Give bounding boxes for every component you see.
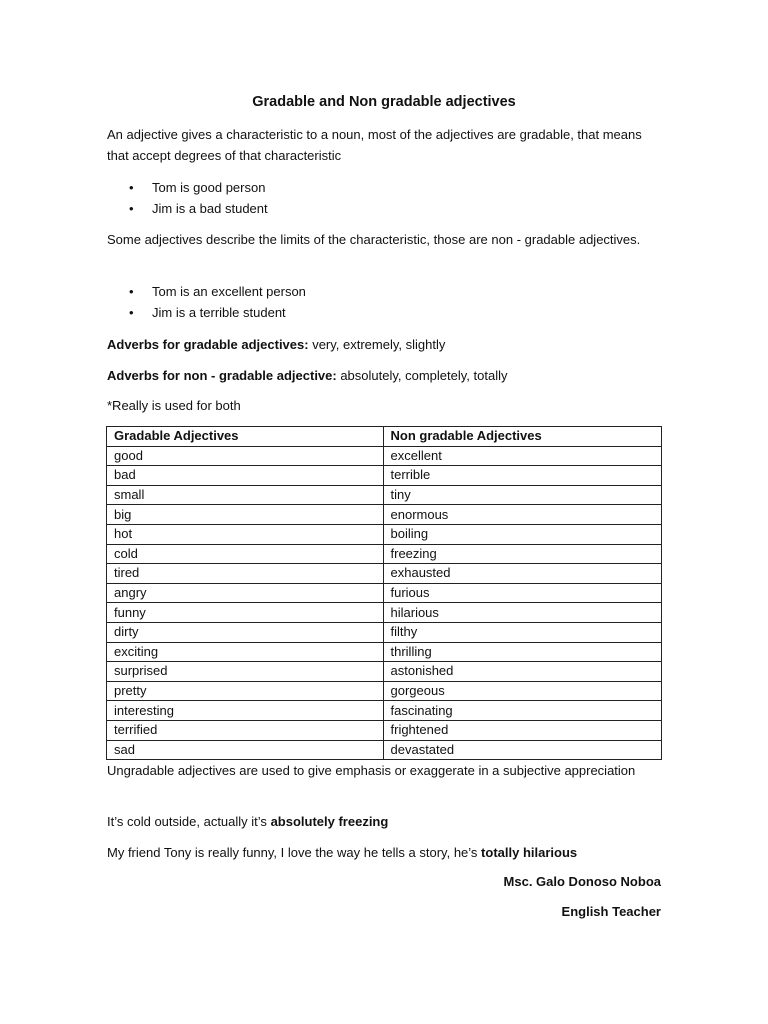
non-gradable-cell: hilarious: [383, 603, 662, 623]
gradable-cell: funny: [107, 603, 384, 623]
gradable-cell: hot: [107, 524, 384, 544]
non-gradable-cell: freezing: [383, 544, 662, 564]
gradable-cell: cold: [107, 544, 384, 564]
example-freezing-text: It’s cold outside, actually it’s: [107, 814, 271, 829]
non-gradable-cell: tiny: [383, 485, 662, 505]
gradable-cell: angry: [107, 583, 384, 603]
table-header-row: [107, 427, 662, 447]
non-gradable-cell: enormous: [383, 505, 662, 525]
adverbs-gradable-values: very, extremely, slightly: [308, 337, 446, 352]
table-row: [107, 701, 662, 721]
gradable-cell: tired: [107, 564, 384, 584]
table-row: [107, 446, 662, 466]
table-row: [107, 564, 662, 584]
example-freezing: [107, 811, 647, 832]
gradable-cell: interesting: [107, 701, 384, 721]
author-name: Msc. Galo Donoso Noboa: [503, 874, 661, 889]
gradable-cell: surprised: [107, 662, 384, 682]
list-item: • Jim is a bad student: [107, 198, 268, 219]
non-gradable-cell: exhausted: [383, 564, 662, 584]
non-gradable-cell: astonished: [383, 662, 662, 682]
non-gradable-cell: frightened: [383, 720, 662, 740]
table-row: [107, 720, 662, 740]
ungradable-note: Ungradable adjectives are used to give emphasis or exaggerate in a subjective appreciation: [107, 763, 636, 778]
non-gradable-cell: boiling: [383, 524, 662, 544]
table-row: [107, 681, 662, 701]
example-hilarious: [107, 842, 667, 863]
really-note: *Really is used for both: [107, 398, 241, 413]
non-gradable-cell: filthy: [383, 622, 662, 642]
non-gradable-cell: thrilling: [383, 642, 662, 662]
non-gradable-examples-list: [107, 281, 306, 323]
gradable-cell: small: [107, 485, 384, 505]
table-row: [107, 505, 662, 525]
gradable-cell: pretty: [107, 681, 384, 701]
adverbs-non-gradable-values: absolutely, completely, totally: [336, 368, 508, 383]
non-gradable-cell: terrible: [383, 466, 662, 486]
adverbs-non-gradable-line: [107, 365, 647, 386]
list-item: • Tom is good person: [107, 177, 268, 198]
gradable-cell: exciting: [107, 642, 384, 662]
example-hilarious-text: My friend Tony is really funny, I love the way he tells a story, he’s: [107, 845, 482, 860]
list-item: • Jim is a terrible student: [107, 302, 306, 323]
gradable-cell: terrified: [107, 720, 384, 740]
non-gradable-cell: fascinating: [383, 701, 662, 721]
gradable-cell: bad: [107, 466, 384, 486]
adverbs-non-gradable-label: Adverbs for non - gradable adjective:: [107, 368, 337, 383]
table-row: [107, 485, 662, 505]
example-freezing-bold: absolutely freezing: [270, 814, 389, 829]
gradable-cell: dirty: [107, 622, 384, 642]
table-row: [107, 524, 662, 544]
author-role: English Teacher: [561, 904, 661, 919]
gradable-cell: good: [107, 446, 384, 466]
non-gradable-cell: devastated: [383, 740, 662, 760]
document-title: Gradable and Non gradable adjectives: [252, 94, 516, 110]
gradable-cell: big: [107, 505, 384, 525]
limits-paragraph: Some adjectives describe the limits of the characteristic, those are non - gradable adjectives.: [107, 232, 641, 247]
table-row: [107, 642, 662, 662]
gradable-examples-list: [107, 177, 268, 219]
header-gradable: Gradable Adjectives: [107, 427, 384, 447]
adjectives-table: [106, 426, 662, 760]
table-body: [107, 446, 662, 760]
example-hilarious-bold: totally hilarious: [481, 845, 578, 860]
list-item: • Tom is an excellent person: [107, 281, 306, 302]
table-row: [107, 662, 662, 682]
table-row: [107, 622, 662, 642]
adverbs-gradable-label: Adverbs for gradable adjectives:: [107, 337, 309, 352]
table-row: [107, 466, 662, 486]
header-non-gradable: Non gradable Adjectives: [383, 427, 662, 447]
table-row: [107, 740, 662, 760]
table-row: [107, 583, 662, 603]
non-gradable-cell: excellent: [383, 446, 662, 466]
non-gradable-cell: gorgeous: [383, 681, 662, 701]
adverbs-gradable-line: [107, 334, 647, 355]
gradable-cell: sad: [107, 740, 384, 760]
intro-paragraph: An adjective gives a characteristic to a noun, most of the adjectives are gradable, that means that accept degrees of that characteristic: [107, 127, 642, 163]
table-row: [107, 603, 662, 623]
table-row: [107, 544, 662, 564]
non-gradable-cell: furious: [383, 583, 662, 603]
